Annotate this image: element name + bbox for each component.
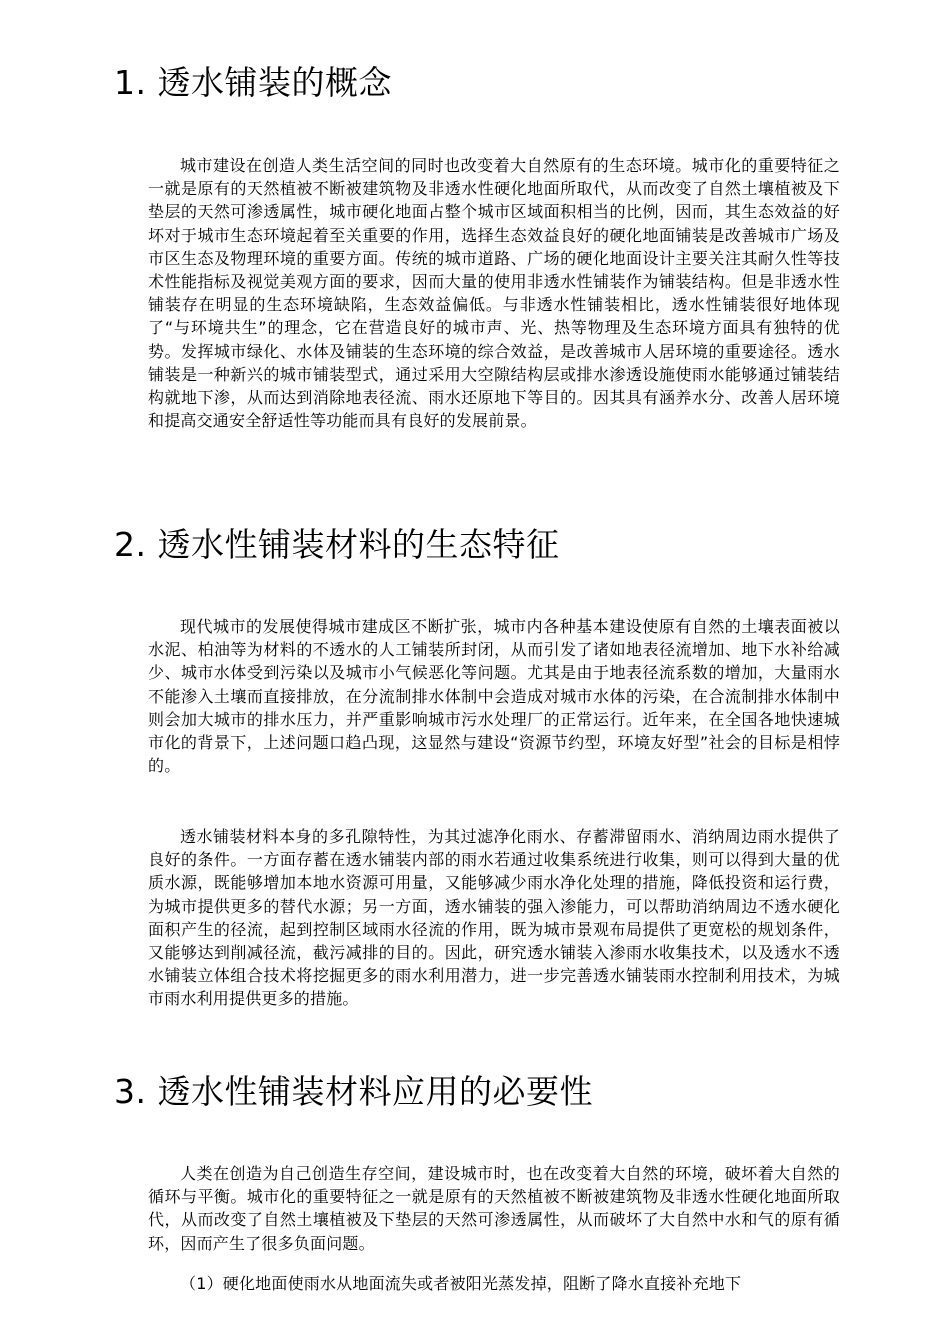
section-3-heading: 3. 透水性铺装材料应用的必要性: [114, 1072, 593, 1111]
section-1-heading: 1. 透水铺装的概念: [114, 63, 392, 102]
section-1-paragraph-1: 城市建设在创造人类生活空间的同时也改变着大自然原有的生态环境。城市化的重要特征之一就是原有的天然植被不断被建筑物及非透水性硬化地面所取代，从而改变了自然土壤植被及下垫层的天然可渗透属性，城市硬化地面占整个城市区域面积相当的比例，因而，其生态效益的好坏对于城市生态环境起着至关重要的作用，选择生态效益良好的硬化地面铺装是改善城市广场及市区生态及物理环境的重要方面。传统的城市道路、广场的硬化地面设计主要关注其耐久性等技术性能指标及视觉美观方面的要求，因而大量的使用非透水性铺装作为铺装结构。但是非透水性铺装存在明显的生态环境缺陷，生态效益偏低。与非透水性铺装相比，透水性铺装很好地体现了“与环境共生”的理念，它在营造良好的城市声、光、热等物理及生态环境方面具有独特的优势。发挥城市绿化、水体及铺装的生态环境的综合效益，是改善城市人居环境的重要途径。透水铺装是一种新兴的城市铺装型式，通过采用大空隙结构层或排水渗透设施使雨水能够通过铺装结构就地下渗，从而达到消除地表径流、雨水还原地下等目的。因其具有涵养水分、改善人居环境和提高交通安全舒适性等功能而具有良好的发展前景。: [148, 156, 840, 431]
section-3-paragraph-2: （1）硬化地面使雨水从地面流失或者被阳光蒸发掉，阻断了降水直接补充地下: [180, 1274, 742, 1293]
section-2-heading: 2. 透水性铺装材料的生态特征: [114, 525, 560, 564]
section-2-paragraph-2: 透水铺装材料本身的多孔隙特性，为其过滤净化雨水、存蓄滞留雨水、消纳周边雨水提供了良好的条件。一方面存蓄在透水铺装内部的雨水若通过收集系统进行收集，则可以得到大量的优质水源，既能够增加本地水资源可用量，又能够减少雨水净化处理的措施，降低投资和运行费，为城市提供更多的替代水源；另一方面，透水铺装的强入渗能力，可以帮助消纳周边不透水硬化面积产生的径流，起到控制区域雨水径流的作用，既为城市景观布局提供了更宽松的规划条件，又能够达到削减径流，截污减排的目的。因此，研究透水铺装入渗雨水收集技术，以及透水不透水铺装立体组合技术将挖掘更多的雨水利用潜力，进一步完善透水铺装雨水控制利用技术，为城市雨水利用提供更多的措施。: [148, 827, 840, 1009]
section-3-paragraph-1: 人类在创造为自己创造生存空间，建设城市时，也在改变着大自然的环境，破坏着大自然的循环与平衡。城市化的重要特征之一就是原有的天然植被不断被建筑物及非透水性硬化地面所取代，从而改变了自然土壤植被及下垫层的天然可渗透属性，从而破坏了大自然中水和气的原有循环，因而产生了很多负面问题。: [148, 1164, 840, 1253]
section-2-paragraph-1: 现代城市的发展使得城市建成区不断扩张，城市内各种基本建设使原有自然的土壤表面被以水泥、柏油等为材料的不透水的人工铺装所封闭，从而引发了诸如地表径流增加、地下水补给减少、城市水体受到污染以及城市小气候恶化等问题。尤其是由于地表径流系数的增加，大量雨水不能渗入土壤而直接排放，在分流制排水体制中会造成对城市水体的污染，在合流制排水体制中则会加大城市的排水压力，并严重影响城市污水处理厂的正常运行。近年来，在全国各地快速城市化的背景下，上述问题口趋凸现，这显然与建设“资源节约型，环境友好型”社会的目标是相悖的。: [148, 617, 840, 776]
